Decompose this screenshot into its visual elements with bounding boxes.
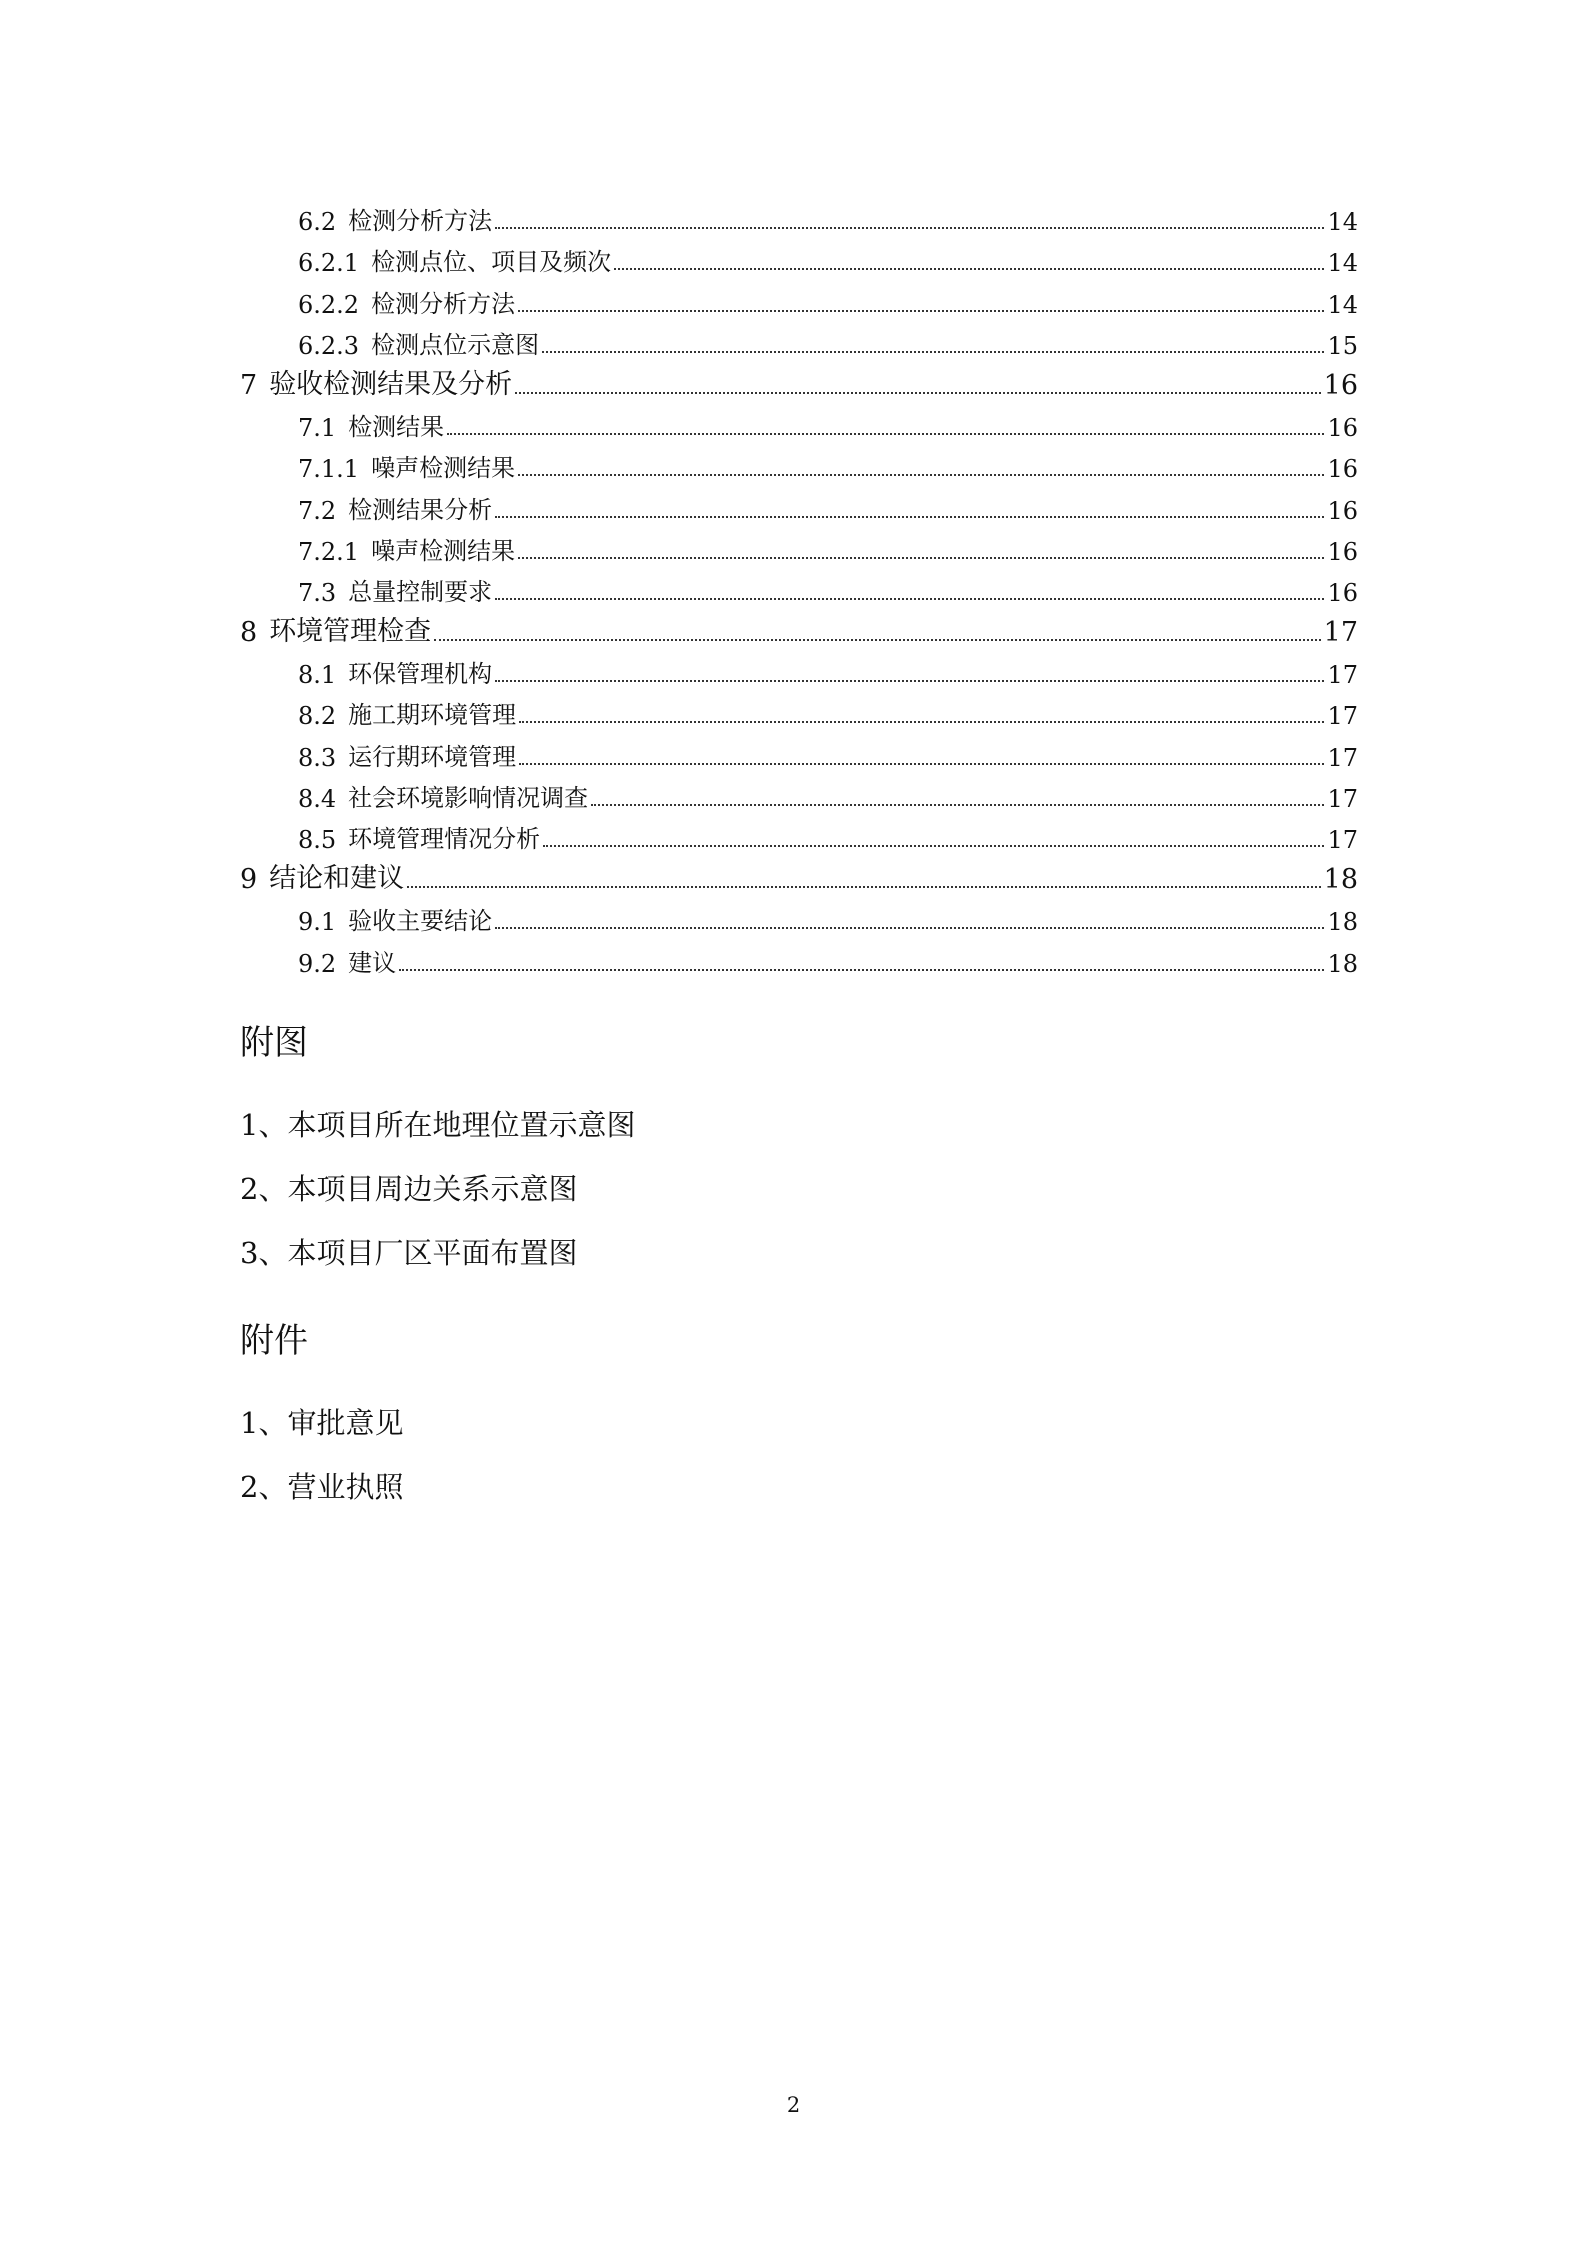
toc-entry-title: 运行期环境管理 [348,742,517,771]
toc-dot-leader [519,720,1324,723]
toc-entry-number: 7.1.1 [298,455,360,484]
toc-dot-leader [495,226,1324,229]
toc-entry-page: 17 [1323,617,1358,649]
toc-entry[interactable] [240,483,1358,524]
table-of-contents [240,195,1358,978]
toc-entry-number: 6.2.3 [298,331,360,360]
toc-entry-page: 16 [1327,578,1358,607]
toc-entry[interactable] [240,936,1358,977]
toc-chapter-entry[interactable] [240,854,1358,895]
toc-entry-page: 18 [1327,949,1358,978]
toc-dot-leader [399,968,1324,971]
toc-entry-number: 7.3 [298,578,337,607]
toc-entry-page: 16 [1323,369,1358,401]
toc-entry[interactable] [240,442,1358,483]
toc-entry-number: 8.1 [298,661,337,690]
toc-entry-title: 总量控制要求 [348,577,493,606]
toc-entry[interactable] [240,730,1358,771]
toc-chapter-entry[interactable] [240,607,1358,648]
toc-entry[interactable] [240,236,1358,277]
toc-entry[interactable] [240,566,1358,607]
toc-entry-page: 17 [1327,702,1358,731]
toc-entry-page: 16 [1327,496,1358,525]
toc-dot-leader [515,391,1320,394]
toc-entry-title: 检测结果 [348,413,445,442]
toc-dot-leader [495,926,1324,929]
toc-entry-page: 17 [1327,661,1358,690]
toc-entry[interactable] [240,401,1358,442]
toc-dot-leader [542,350,1324,353]
toc-entry-page: 14 [1327,208,1358,237]
toc-entry[interactable] [240,813,1358,854]
toc-entry-title: 社会环境影响情况调查 [348,783,589,812]
toc-entry-title: 环境管理检查 [269,616,432,648]
toc-dot-leader [591,803,1324,806]
toc-entry[interactable] [240,895,1358,936]
toc-entry-number: 7.2 [298,496,337,525]
toc-entry-title: 验收主要结论 [348,907,493,936]
toc-entry-page: 18 [1323,864,1358,896]
figure-list-item: 2、本项目周边关系示意图 [240,1172,578,1206]
toc-entry-title: 环保管理机构 [348,660,493,689]
toc-entry-page: 15 [1327,331,1358,360]
toc-entry[interactable] [240,525,1358,566]
attachment-list-item: 1、审批意见 [240,1406,404,1440]
toc-entry-title: 结论和建议 [269,863,405,895]
toc-entry-number: 6.2.2 [298,290,360,319]
toc-dot-leader [434,638,1320,641]
toc-entry-title: 检测点位示意图 [371,330,540,359]
toc-entry-number: 9.2 [298,949,337,978]
toc-entry-page: 16 [1327,455,1358,484]
toc-entry-page: 14 [1327,290,1358,319]
toc-entry-page: 16 [1327,537,1358,566]
figure-list-item: 3、本项目厂区平面布置图 [240,1236,578,1270]
toc-dot-leader [518,473,1324,476]
toc-entry-number: 8.3 [298,743,337,772]
attachment-list-item: 2、营业执照 [240,1470,404,1504]
toc-entry-number: 8.2 [298,702,337,731]
toc-dot-leader [495,515,1324,518]
toc-entry-number: 7 [240,369,258,401]
attachments-heading: 附件 [240,1321,308,1361]
toc-entry-title: 检测分析方法 [348,207,493,236]
toc-entry-number: 8 [240,617,258,649]
toc-entry-number: 7.2.1 [298,537,360,566]
toc-entry[interactable] [240,277,1358,318]
toc-dot-leader [614,267,1324,270]
toc-entry-number: 8.4 [298,784,337,813]
page-number: 2 [786,2093,801,2117]
toc-entry-title: 检测结果分析 [348,495,493,524]
toc-dot-leader [495,679,1324,682]
toc-entry-page: 17 [1327,784,1358,813]
toc-entry-number: 9.1 [298,908,337,937]
toc-dot-leader [407,885,1320,888]
toc-dot-leader [543,844,1324,847]
toc-entry-number: 6.2 [298,208,337,237]
toc-entry-title: 检测点位、项目及频次 [371,248,612,277]
toc-entry-number: 8.5 [298,826,337,854]
toc-entry-title: 环境管理情况分析 [348,825,541,853]
toc-entry-page: 14 [1327,249,1358,278]
toc-entry-title: 噪声检测结果 [371,454,516,483]
toc-entry-number: 9 [240,864,258,896]
toc-entry-page: 16 [1327,414,1358,443]
toc-entry-number: 7.1 [298,414,337,443]
toc-dot-leader [519,762,1324,765]
toc-dot-leader [447,432,1324,435]
toc-entry-page: 17 [1327,743,1358,772]
toc-entry[interactable] [240,772,1358,813]
toc-entry-number: 6.2.1 [298,249,360,278]
toc-entry-page: 18 [1327,908,1358,937]
toc-chapter-entry[interactable] [240,360,1358,401]
toc-entry[interactable] [240,195,1358,236]
figure-list-item: 1、本项目所在地理位置示意图 [240,1108,636,1142]
toc-dot-leader [518,556,1324,559]
toc-entry-title: 施工期环境管理 [348,701,517,730]
toc-entry-title: 检测分析方法 [371,289,516,318]
toc-entry-title: 验收检测结果及分析 [269,368,513,400]
toc-dot-leader [518,309,1324,312]
toc-entry-title: 噪声检测结果 [371,536,516,565]
toc-entry[interactable] [240,689,1358,730]
toc-entry[interactable] [240,319,1358,360]
toc-entry-page: 17 [1327,826,1358,854]
toc-dot-leader [495,597,1324,600]
toc-entry[interactable] [240,648,1358,689]
figures-heading: 附图 [240,1023,308,1063]
toc-entry-title: 建议 [348,948,397,977]
